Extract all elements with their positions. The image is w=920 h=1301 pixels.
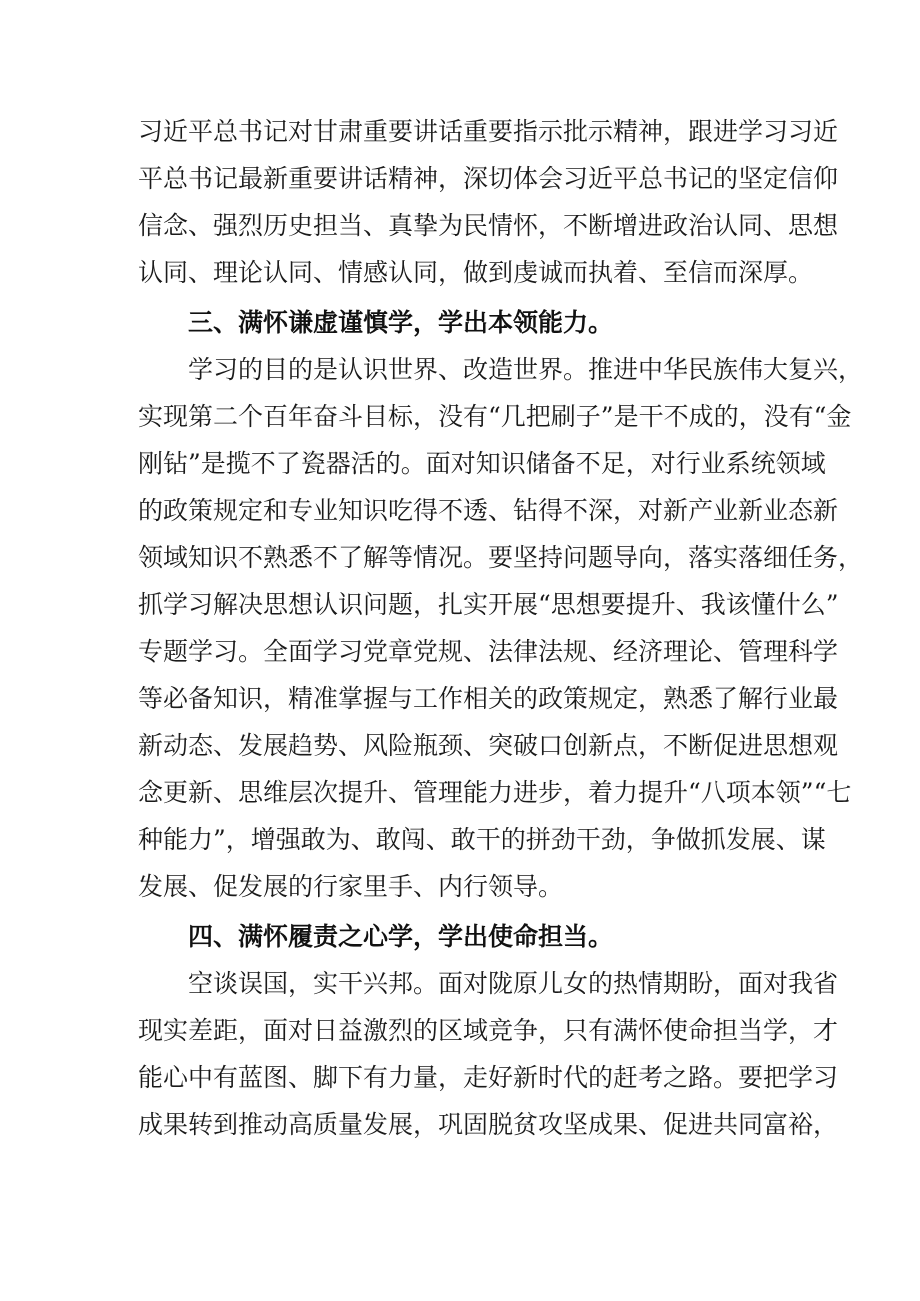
text-line: 的政策规定和专业知识吃得不透、钻得不深，对新产业新业态新	[138, 496, 839, 525]
text-line: 空谈误国，实干兴邦。面对陇原儿女的热情期盼，面对我省	[188, 969, 839, 998]
text-line: 刚钻”是揽不了瓷器活的。面对知识储备不足，对行业系统领域	[138, 449, 826, 478]
text-line: 认同、理论认同、情感认同，做到虔诚而执着、至信而深厚。	[138, 258, 814, 287]
text-line: 现实差距，面对日益激烈的区域竞争，只有满怀使命担当学，才	[138, 1016, 839, 1045]
text-line: 抓学习解决思想认识问题，扎实开展“思想要提升、我该懂什么”	[138, 590, 839, 619]
text-line: 习近平总书记对甘肃重要讲话重要指示批示精神，跟进学习习近	[138, 117, 839, 146]
text-line: 专题学习。全面学习党章党规、法律法规、经济理论、管理科学	[138, 637, 839, 666]
section-heading: 三、满怀谦虚谨慎学，学出本领能力。	[188, 308, 614, 337]
text-line: 领域知识不熟悉不了解等情况。要坚持问题导向，落实落细任务，	[138, 543, 864, 572]
text-line: 发展、促发展的行家里手、内行领导。	[138, 872, 564, 901]
text-line: 信念、强烈历史担当、真挚为民情怀，不断增进政治认同、思想	[138, 211, 839, 240]
text-line: 平总书记最新重要讲话精神，深切体会习近平总书记的坚定信仰	[138, 164, 839, 193]
text-line: 等必备知识，精准掌握与工作相关的政策规定，熟悉了解行业最	[138, 684, 839, 713]
text-line: 念更新、思维层次提升、管理能力进步，着力提升“八项本领”“七	[138, 778, 852, 807]
text-line: 实现第二个百年奋斗目标，没有“几把刷子”是干不成的，没有“金	[138, 402, 852, 431]
section-heading: 四、满怀履责之心学，学出使命担当。	[188, 922, 614, 951]
text-line: 种能力”，增强敢为、敢闯、敢干的拼劲干劲，争做抓发展、谋	[138, 825, 826, 854]
text-line: 学习的目的是认识世界、改造世界。推进中华民族伟大复兴，	[188, 355, 864, 384]
text-line: 能心中有蓝图、脚下有力量，走好新时代的赶考之路。要把学习	[138, 1063, 839, 1092]
text-line: 新动态、发展趋势、风险瓶颈、突破口创新点，不断促进思想观	[138, 731, 839, 760]
text-line: 成果转到推动高质量发展，巩固脱贫攻坚成果、促进共同富裕，	[138, 1110, 839, 1139]
